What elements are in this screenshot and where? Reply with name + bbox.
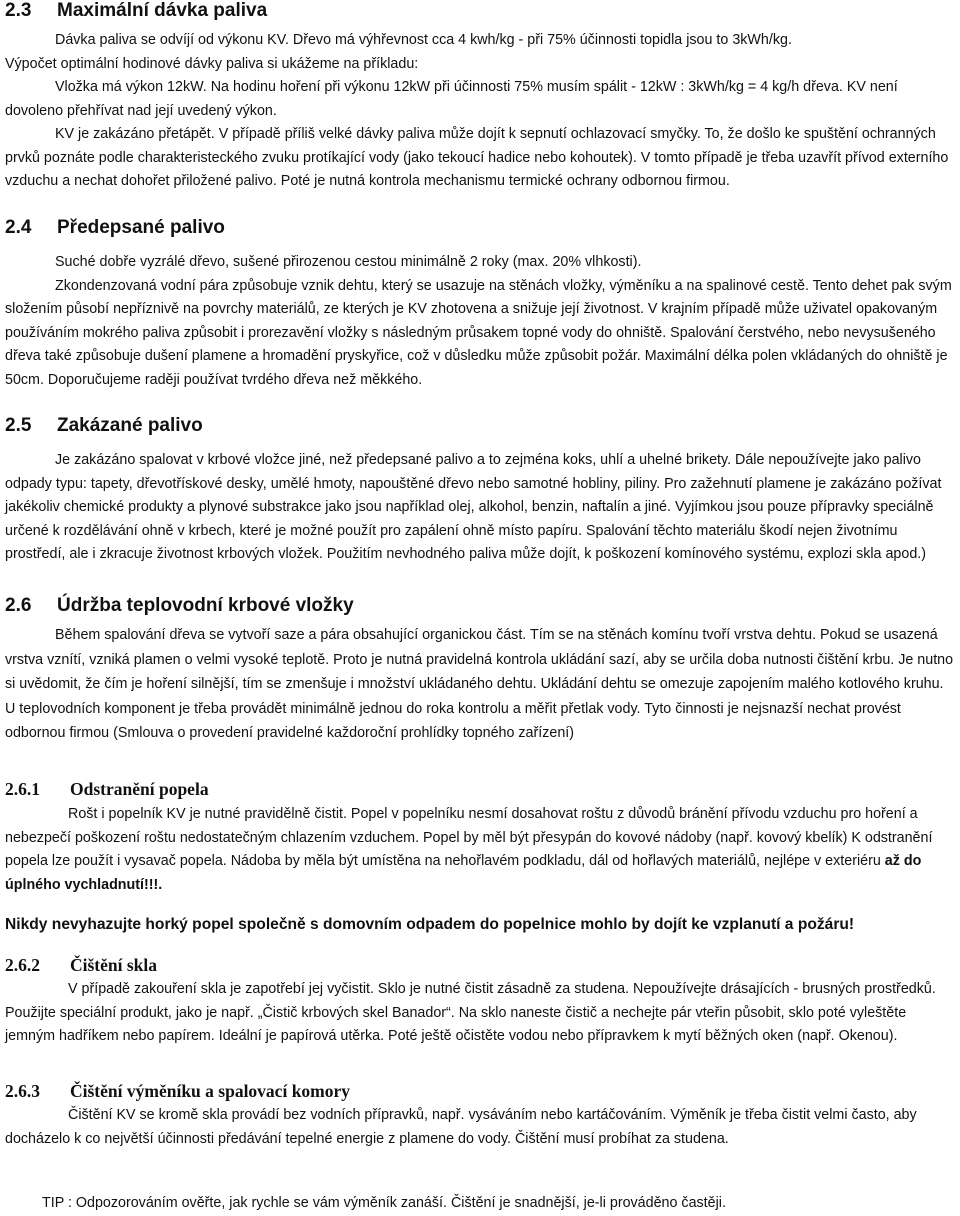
section-number: 2.5: [5, 415, 32, 436]
paragraph: Během spalování dřeva se vytvoří saze a pára obsahující organickou část. Tím se na stěnách komínu tvoří vrstva dehtu. Pokud se usazená vrstva vznítí, vzniká plamen o velmi vysoké teplotě. Proto je nutná pravidelná kontrola ukládání sazí, aby se určila doba nutnosti čištění krbu. Je nutno si uvědomit, že čím je hoření silnější, tím se zmenšuje i množství ukládaného dehtu. Ukládání dehtu se omezuje zapojením malého kotlového kruhu. U teplovodních komponent je třeba provádět minimálně jednou do roka kontrolu a měřit přetlak vody. Tyto činnosti je nejsnazší nechat provést odbornou firmou (Smlouva o provedení pravidelné každoroční prohlídky topného zařízení): [5, 627, 954, 741]
paragraph: V případě zakouření skla je zapotřebí jej vyčistit. Sklo je nutné čistit zásadně za studena. Nepoužívejte drásajících - brusných prostředků. Použijte speciální produkt, jako je např. „Čistič krbových skel Banador“. Na sklo naneste čistič a nechejte pár vteřin působit, sklo poté vyleštěte jemným hadříkem nebo papírem. Ideální je papírová utěrka. Poté ještě očistěte vodou nebo přípravkem k mytí běžných oken (např. Okenou).: [5, 981, 936, 1044]
section-title: Maximální dávka paliva: [57, 0, 268, 21]
heading-2-6: [5, 593, 354, 619]
heading-2-6-1: [5, 777, 209, 801]
section-2-4-body: [5, 251, 957, 392]
section-2-6-body: [5, 623, 957, 746]
heading-2-6-2: [5, 953, 157, 977]
section-number: 2.3: [5, 0, 32, 21]
paragraph: Zkondenzovaná vodní pára způsobuje vznik dehtu, který se usazuje na stěnách vložky, výměníku a na spalinové cestě. Tento dehet pak svým složením působí nepříznivě na povrchy materiálů, ze kterých je KV zhotovena a snižuje její životnost. V krajním případě může uživatel opakovaným používáním mokrého paliva způsobit i prorezavění vložky s následným průsakem topné vody do ohniště. Spalování čerstvého, nebo nevysušeného dřeva také způsobuje dušení plamene a hromadění pryskyřice, což v důsledku může způsobit požár. Maximální délka polen vkládaných do ohniště je 50cm. Doporučujeme raději používat tvrdého dřeva než měkkého.: [5, 277, 952, 388]
paragraph: [5, 803, 957, 897]
paragraph: KV je zakázáno přetápět. V případě příliš velké dávky paliva může dojít k sepnutí ochlazovací smyčky. To, že došlo ke spuštění ochranných prvků poznáte podle charakteristeckého zvuku protíkající vody (jako tekoucí hadice nebo kohoutek). V tomto případě je třeba uzavřít přívod externího vzduchu a nechat dohořet přiložené palivo. Poté je nutná kontrola mechanismu termické ochrany odbornou firmou.: [5, 126, 949, 189]
tip-note: TIP : Odpozorováním ověřte, jak rychle se vám výměník zanáší. Čištění je snadnější, je-li prováděno častěji.: [42, 1195, 726, 1211]
paragraph: Suché dobře vyzrálé dřevo, sušené přirozenou cestou minimálně 2 roky (max. 20% vlhkosti).: [55, 254, 642, 270]
section-2-3-body: [5, 29, 957, 194]
section-title: Čištění výměníku a spalovací komory: [70, 1081, 351, 1101]
heading-2-4: [5, 215, 225, 241]
section-number: 2.6.3: [5, 1081, 40, 1101]
section-2-6-1-body: [5, 803, 957, 897]
heading-2-3: [5, 0, 267, 24]
emphasis-text: až do úplného vychladnutí!!!.: [5, 853, 922, 893]
paragraph: Vložka má výkon 12kW. Na hodinu hoření při výkonu 12kW při účinnosti 75% musím spálit - 12kW : 3kWh/kg = 4 kg/h dřeva. KV není dovoleno přehřívat nad její uvedený výkon.: [5, 79, 898, 119]
section-title: Čištění skla: [70, 955, 158, 975]
section-number: 2.6.2: [5, 955, 40, 975]
section-title: Odstranění popela: [70, 779, 209, 799]
section-2-5-body: [5, 449, 957, 567]
section-number: 2.4: [5, 217, 32, 238]
paragraph: Čištění KV se kromě skla provádí bez vodních přípravků, např. vysáváním nebo kartáčováním. Výměník je třeba čistit velmi často, aby docházelo k co největší účinnosti předávání tepelné energie z plamene do vody. Čištění musí probíhat za studena.: [5, 1107, 917, 1147]
section-2-6-3-body: [5, 1104, 957, 1151]
paragraph: Je zakázáno spalovat v krbové vložce jiné, než předepsané palivo a to zejména koks, uhlí a uhelné brikety. Dále nepoužívejte jako palivo odpady typu: tapety, dřevotřískové desky, umělé hmoty, napouštěné dřevo nebo samotné hobliny, piliny. Pro zažehnutí plamene je zakázáno požívat jakékoliv chemické produkty a plynové substrakce jako jsou například olej, alkohol, benzin, naftalín a jiné. Vyjímkou jsou pouze přípravky speciálně určené k rozdělávání ohně v krbech, které je možné použít pro zapálení ohně místo papíru. Spalování těchto materiálu škodí nejen životnímu prostředí, ale i zkracuje životnost krbových vložek. Použitím nevhodného paliva může dojít, k poškození komínového systému, explozi skla apod.): [5, 452, 942, 562]
section-title: Zakázané palivo: [57, 415, 203, 436]
section-number: 2.6.1: [5, 779, 40, 799]
section-number: 2.6: [5, 595, 32, 616]
section-title: Údržba teplovodní krbové vložky: [57, 595, 354, 616]
heading-2-5: [5, 413, 203, 439]
paragraph-text: Rošt i popelník KV je nutné pravidělně čistit. Popel v popelníku nesmí dosahovat roštu z důvodů bránění přívodu vzduchu pro hoření a nebezpečí poškození roštu nedostatečným chlazením vzduchem. Popel by měl být přesypán do kovové nádoby (např. kovový kbelík) K odstranění popela lze použít i vysavač popela. Nádoba by měla být umístěna na nehořlavém podkladu, dál od hořlavých materiálů, nejlépe v exteriéru: [5, 806, 933, 869]
ash-warning: Nikdy nevyhazujte horký popel společně s domovním odpadem do popelnice mohlo by dojít ke vzplanutí a požáru!: [5, 916, 855, 933]
heading-2-6-3: [5, 1079, 350, 1103]
section-2-6-2-body: [5, 978, 957, 1049]
paragraph: Výpočet optimální hodinové dávky paliva si ukážeme na příkladu:: [5, 55, 419, 72]
paragraph: Dávka paliva se odvíjí od výkonu KV. Dřevo má výhřevnost cca 4 kwh/kg - při 75% účinnosti topidla jsou to 3kWh/kg.: [55, 32, 792, 48]
section-title: Předepsané palivo: [57, 217, 225, 238]
